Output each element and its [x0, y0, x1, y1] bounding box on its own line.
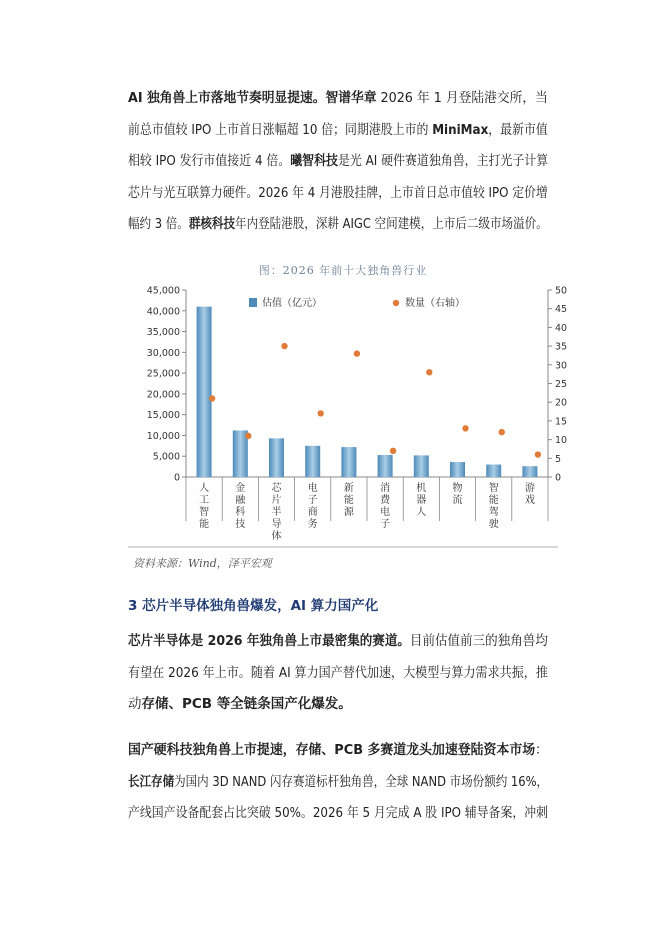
text-line	[128, 735, 549, 767]
category-label: 器	[416, 495, 427, 506]
section-paragraph	[128, 626, 548, 721]
bar	[233, 430, 248, 477]
text-span: 是光 AI 硬件赛道独角兽，主打光子计算	[337, 153, 549, 169]
text-line	[128, 689, 548, 721]
category-label: 消	[380, 483, 391, 494]
category-label: 技	[235, 519, 246, 530]
category-label: 电	[307, 483, 318, 494]
category-label: 机	[416, 483, 427, 494]
category-label: 能	[343, 495, 354, 506]
category-label: 费	[380, 495, 391, 506]
text-span: 产线国产设备配套占比突破 50%。2026 年 5 月完成 A 股 IPO 辅导备案，冲刺	[128, 805, 549, 821]
text-line	[128, 626, 548, 658]
data-point	[535, 451, 541, 457]
right-tick-label: 20	[555, 397, 568, 409]
bar	[486, 465, 501, 477]
category-label: 体	[271, 531, 282, 542]
text-line	[128, 146, 549, 178]
category-label: 戏	[524, 495, 535, 506]
category-label: 导	[271, 519, 282, 530]
left-tick-label: 20,000	[146, 389, 180, 401]
category-label: 驶	[488, 519, 499, 530]
right-tick-label: 30	[555, 360, 568, 372]
category-label: 新	[343, 483, 354, 494]
text-span: ，最新市值	[488, 121, 548, 138]
bar	[341, 447, 356, 477]
bold-text: 长江存储	[128, 773, 175, 790]
right-tick-label: 35	[555, 341, 568, 353]
text-span: 有望在 2026 年上市。随着 AI 算力国产替代加速，大模型与算力需求共振，推	[128, 664, 548, 681]
text-span: 年内登陆港股，深耕 AIGC 空间建模，上市后二级市场溢价。	[235, 216, 548, 232]
legend-dot-swatch	[393, 300, 399, 306]
category-label: 物	[452, 483, 463, 494]
right-tick-label: 5	[555, 453, 562, 465]
left-tick-label: 35,000	[146, 327, 180, 339]
chart-title: 图：2026 年前十大独角兽行业	[258, 264, 428, 277]
data-point	[209, 395, 215, 401]
bold-text: 芯片半导体是 2026 年独角兽上市最密集的赛道。	[128, 633, 410, 649]
text-span: 2026 年 1 月登陆港交所，当	[376, 90, 548, 106]
category-label: 工	[199, 495, 210, 506]
category-label: 科	[235, 507, 246, 518]
bar	[305, 446, 320, 477]
category-label: 务	[307, 519, 318, 530]
bold-text: MiniMax	[432, 121, 489, 138]
text-span: 芯片与光互联算力硬件。2026 年 4 月港股挂牌，上市首日总市值较 IPO 定价增	[128, 184, 548, 201]
category-label: 能	[488, 495, 499, 506]
text-line	[128, 658, 548, 690]
category-label: 芯	[271, 483, 282, 494]
text-line	[128, 178, 548, 210]
bar	[197, 307, 212, 477]
category-label: 智	[199, 507, 210, 518]
data-point	[281, 343, 287, 349]
intro-paragraph	[128, 83, 548, 241]
right-tick-label: 25	[555, 379, 568, 390]
left-tick-label: 40,000	[146, 306, 180, 318]
category-label: 半	[271, 507, 282, 518]
category-label: 商	[307, 507, 318, 518]
right-tick-label: 15	[555, 416, 568, 428]
text-line	[128, 798, 549, 830]
bar	[450, 462, 465, 477]
left-tick-label: 0	[173, 472, 180, 484]
chart-source: 资料来源：Wind，泽平宏观	[133, 557, 272, 570]
right-tick-label: 50	[555, 285, 568, 297]
bold-text: 群核科技	[188, 216, 236, 232]
category-label: 游	[524, 483, 535, 494]
data-point	[318, 410, 324, 416]
left-tick-label: 10,000	[146, 430, 180, 442]
category-label: 金	[235, 483, 246, 494]
left-tick-label: 25,000	[146, 368, 180, 380]
bold-text: AI 独角兽上市落地节奏明显提速。	[128, 90, 326, 106]
data-point	[245, 433, 251, 439]
data-point	[426, 369, 432, 375]
category-label: 电	[380, 507, 391, 518]
data-point	[462, 425, 468, 431]
data-point	[354, 350, 360, 356]
right-tick-label: 40	[555, 322, 568, 334]
section-heading: 3 芯片半导体独角兽爆发，AI 算力国产化	[128, 598, 379, 614]
text-span: 为国内 3D NAND 闪存赛道标杆独角兽，全球 NAND 市场份额约 16%，	[174, 773, 549, 790]
data-point	[390, 448, 396, 454]
detail-paragraph	[128, 735, 548, 830]
right-tick-label: 0	[555, 472, 562, 484]
category-label: 流	[452, 495, 463, 506]
category-label: 子	[380, 519, 391, 530]
text-span: 相较 IPO 发行市值接近 4 倍。	[128, 153, 291, 169]
text-span: 动	[128, 696, 142, 712]
category-label: 智	[488, 483, 499, 494]
category-label: 能	[199, 519, 210, 530]
category-label: 融	[235, 495, 246, 506]
data-point	[499, 429, 505, 435]
category-label: 源	[343, 507, 354, 518]
text-line	[128, 83, 548, 115]
text-span: ：	[535, 742, 549, 758]
left-tick-label: 30,000	[146, 347, 180, 359]
text-line	[128, 767, 549, 799]
right-tick-label: 45	[555, 304, 568, 316]
left-tick-label: 45,000	[146, 285, 180, 297]
text-line	[128, 209, 548, 241]
category-label: 人	[416, 507, 427, 518]
bold-text: 智谱华章	[325, 90, 377, 106]
legend-dot-label: 数量（右轴）	[405, 298, 465, 309]
category-label: 片	[271, 495, 282, 506]
bold-text: 国产硬科技独角兽上市提速，存储、PCB 多赛道龙头加速登陆资本市场	[128, 742, 536, 758]
text-span: 前总市值较 IPO 上市首日涨幅超 10 倍；同期港股上市的	[128, 121, 433, 138]
legend-bar-swatch	[249, 298, 257, 307]
category-label: 驾	[488, 507, 499, 518]
left-tick-label: 15,000	[146, 410, 180, 422]
bold-text: 曦智科技	[290, 153, 338, 169]
bar	[414, 455, 429, 477]
text-line	[128, 115, 548, 147]
bar	[269, 438, 284, 477]
bold-text: 存储、PCB 等全链条国产化爆发。	[141, 696, 352, 712]
bar	[522, 466, 537, 477]
category-label: 子	[307, 495, 318, 506]
text-span: 幅约 3 倍。	[128, 216, 189, 232]
left-tick-label: 5,000	[152, 451, 180, 463]
bar	[378, 455, 393, 477]
category-label: 人	[199, 483, 210, 494]
legend-bar-label: 估值（亿元）	[262, 298, 322, 309]
right-tick-label: 10	[555, 435, 568, 447]
text-span: 目前估值前三的独角兽均	[409, 633, 548, 649]
